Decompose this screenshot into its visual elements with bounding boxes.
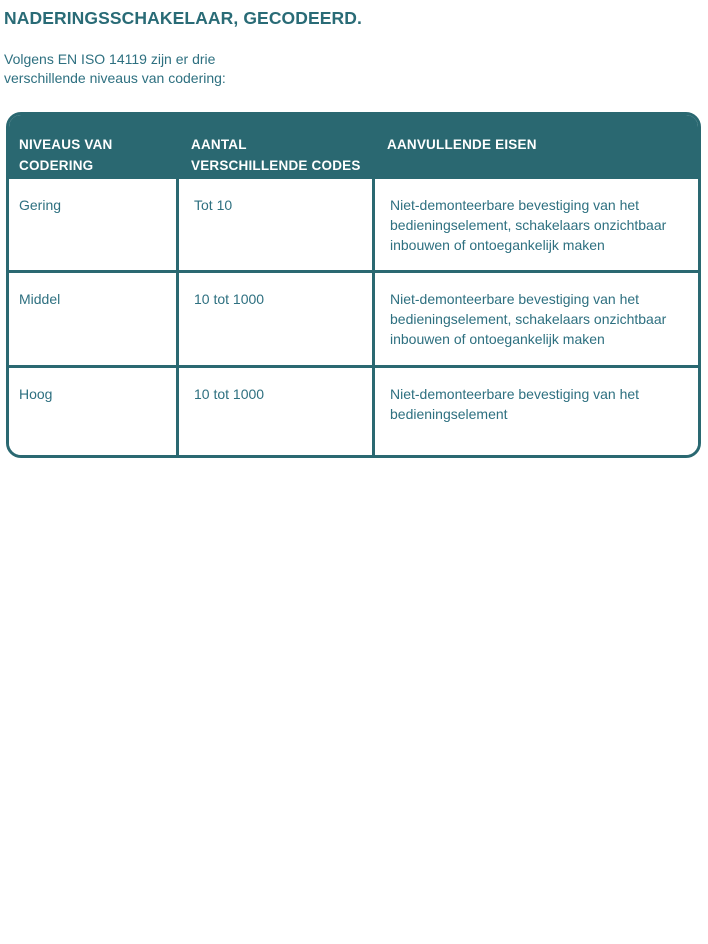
intro-text-line-2: verschillende niveaus van codering: xyxy=(4,70,226,86)
header-cell-coding-levels: NIVEAUS VAN CODERING xyxy=(19,137,113,173)
cell-niveau: Gering xyxy=(19,197,62,213)
cell-niveau: Hoog xyxy=(19,386,53,402)
cell-niveau: Middel xyxy=(19,291,61,307)
intro-text-line-1: Volgens EN ISO 14119 zijn er drie xyxy=(4,51,216,67)
header-cell-additional-requirements: AANVULLENDE EISEN xyxy=(387,137,537,152)
header-cell-code-count: AANTAL VERSCHILLENDE CODES xyxy=(191,137,361,173)
coding-levels-table xyxy=(6,112,701,458)
cell-codes: Tot 10 xyxy=(176,179,372,270)
cell-eisen: Niet-demonteerbare bevestiging van het bedieningselement, schakelaars onzichtbaar inbouwen of ontoegankelijk maken xyxy=(372,273,698,365)
table-row xyxy=(9,270,698,365)
intro-text xyxy=(4,50,708,88)
cell-eisen: Niet-demonteerbare bevestiging van het bedieningselement, schakelaars onzichtbaar inbouwen of ontoegankelijk maken xyxy=(372,179,698,270)
table-row xyxy=(9,179,698,270)
page-title: NADERINGSSCHAKELAAR, GECODEERD. xyxy=(4,8,362,28)
cell-codes: 10 tot 1000 xyxy=(176,273,372,365)
cell-codes: 10 tot 1000 xyxy=(176,368,372,455)
cell-eisen: Niet-demonteerbare bevestiging van het bedieningselement xyxy=(372,368,698,455)
table-row xyxy=(9,365,698,455)
table-header-row xyxy=(9,115,698,179)
